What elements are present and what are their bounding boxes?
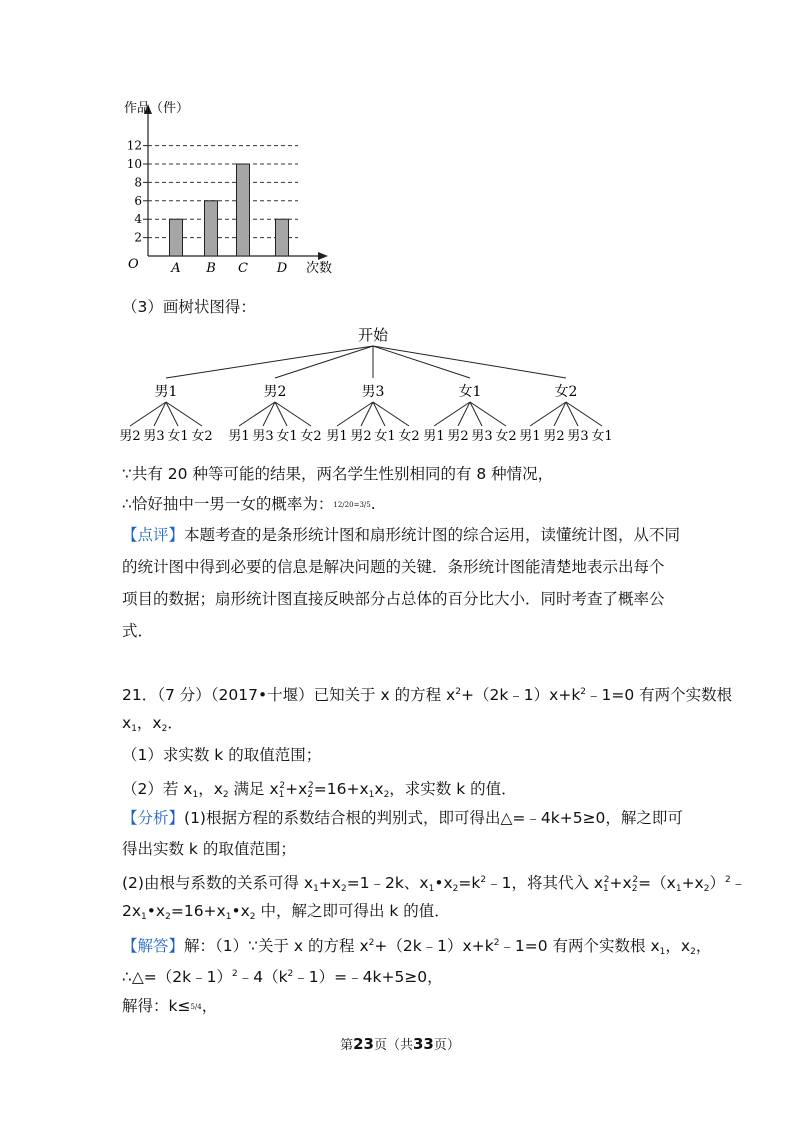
q21-mid: ，x	[136, 714, 162, 732]
sup: 2	[308, 781, 314, 791]
tree-branch	[530, 402, 566, 426]
sub: 1	[368, 790, 375, 800]
tree-root: 开始	[357, 326, 389, 344]
x-tick-label: A	[171, 261, 181, 276]
solution-line-1: ∵共有 20 种等可能的结果，两名学生性别相同的有 8 种情况，	[122, 465, 554, 483]
tree-branch	[373, 346, 470, 378]
equals-sign: =	[353, 501, 360, 509]
sub: 2	[161, 724, 168, 734]
y-tick-label: 10	[126, 157, 142, 171]
t: 解：（1）∵关于 x 的方程 x	[184, 937, 369, 955]
tree-leaf: 女1	[276, 429, 298, 444]
sup: 2	[368, 938, 375, 948]
t: +x	[285, 780, 308, 798]
t: ）	[709, 874, 725, 892]
q21-text-c: ﹣1=0 有两个实数根	[586, 686, 733, 704]
sub: 1	[603, 884, 609, 894]
t: +x	[318, 874, 341, 892]
tree-leaf: 男2	[447, 429, 469, 444]
comment-line-3: 项目的数据；扇形统计图直接反映部分占总体的百分比大小．同时考查了概率公	[122, 590, 665, 608]
sub: 1	[659, 947, 666, 957]
comment-text-1: 本题考查的是条形统计图和扇形统计图的综合运用，读懂统计图，从不同	[184, 526, 681, 544]
t: •x	[434, 874, 453, 892]
bar-chart	[0, 0, 800, 290]
t: 满足 x	[228, 780, 279, 798]
tree-branch	[166, 402, 202, 426]
sub: 2	[383, 790, 390, 800]
tree-leaf: 男3	[471, 429, 493, 444]
fraction-12-20: 12/20	[333, 501, 354, 509]
bar	[170, 219, 183, 256]
sub: 1	[225, 912, 232, 922]
q21-part-2	[122, 775, 517, 806]
bar	[237, 164, 250, 256]
sub: 1	[192, 790, 199, 800]
tree-branch	[166, 346, 373, 378]
t: +（2k﹣1）x+k	[374, 937, 494, 955]
sub: 2	[307, 790, 314, 800]
sub: 1	[675, 884, 682, 894]
tree-branch	[373, 402, 409, 426]
t: +x	[609, 874, 632, 892]
comment-tag: 【点评】	[122, 526, 185, 544]
x-axis-arrow	[318, 252, 328, 260]
t: 2x	[122, 902, 142, 920]
sub: 2	[452, 884, 459, 894]
t: ，x	[665, 937, 691, 955]
tree-branch	[239, 402, 275, 426]
tree-leaf: 男1	[326, 429, 348, 444]
sub: 2	[703, 884, 710, 894]
analysis-line-4	[122, 900, 450, 928]
tree-leaf: 男2	[119, 429, 141, 444]
bar	[205, 201, 218, 256]
tree-leaf: 男3	[143, 429, 165, 444]
y-axis-label: 作品（件）	[124, 101, 190, 116]
t: （2）若 x	[122, 780, 193, 798]
tree-leaf: 男1	[423, 429, 445, 444]
t: •x	[231, 902, 250, 920]
sup: 2	[603, 875, 610, 885]
tree-leaf: 女2	[300, 429, 322, 444]
origin-label: O	[128, 257, 139, 272]
q21-text-b: +（2k﹣1）x+k	[460, 686, 581, 704]
tree-node: 男2	[263, 384, 287, 400]
answer-line-2	[122, 963, 443, 988]
tree-leaf: 男3	[567, 429, 589, 444]
sup: 2	[455, 687, 461, 697]
solution-line-2-prefix: ∴恰好抽中一男一女的概率为：	[122, 495, 334, 513]
answer-line-1	[122, 932, 711, 963]
t: ﹣1=0 有两个实数根 x	[499, 937, 660, 955]
sup: 2	[580, 687, 587, 697]
t: ，求实数 k 的值．	[389, 780, 517, 798]
q21-text-a: 21．（7 分）（2017•十堰）已知关于 x 的方程 x	[122, 686, 456, 704]
sub: 2	[165, 912, 171, 922]
t: ∴△=（2k﹣1）	[122, 968, 232, 986]
tree-leaf: 男1	[519, 429, 541, 444]
sub: 1	[428, 884, 435, 894]
tree-leaf: 女1	[591, 429, 613, 444]
sup: 2	[279, 781, 286, 791]
tree-node: 男1	[154, 384, 178, 400]
solution-line-2	[122, 493, 376, 516]
y-tick-label: 2	[134, 230, 142, 245]
analysis-line-1	[122, 807, 683, 829]
tree-leaf: 女2	[495, 429, 517, 444]
comment-line-4: 式．	[122, 622, 154, 640]
t: ﹣1）=﹣4k+5≥0，	[293, 968, 443, 986]
sub: 2	[631, 884, 638, 894]
page-number: 23	[353, 1035, 374, 1053]
t: =1﹣2k、x	[346, 874, 429, 892]
tree-branch	[275, 346, 373, 378]
tree-node: 男3	[361, 384, 385, 400]
analysis-line-3	[122, 869, 746, 900]
tree-branch	[337, 402, 373, 426]
footer-text: 页）	[433, 1038, 460, 1053]
q21-line-2	[122, 712, 183, 740]
q21-line-1	[122, 681, 732, 706]
page-total: 33	[413, 1035, 434, 1053]
t: x	[374, 780, 384, 798]
sub: 2	[222, 790, 229, 800]
bar	[276, 219, 289, 256]
sub: 1	[313, 884, 319, 894]
t: 解得：k≤	[122, 997, 191, 1015]
tree-leaf: 女2	[398, 429, 420, 444]
x-tick-label: D	[276, 261, 288, 276]
y-tick-label: 12	[126, 138, 142, 153]
tree-branch	[130, 402, 166, 426]
answer-tag: 【解答】	[122, 937, 185, 955]
sub: 2	[249, 912, 256, 922]
answer-line-3	[122, 995, 217, 1018]
tree-branch	[566, 402, 602, 426]
fraction-3-5: 3/5	[359, 501, 371, 509]
solution-line-2-end: .	[370, 495, 376, 513]
tree-branch	[470, 402, 506, 426]
x-axis-label: 次数	[306, 261, 333, 276]
sub: 1	[278, 790, 285, 800]
y-tick-label: 6	[134, 193, 142, 208]
comment-line-2: 的统计图中得到必要的信息是解决问题的关键．条形统计图能清楚地表示出每个	[122, 558, 665, 576]
y-tick-label: 8	[134, 175, 142, 190]
y-tick-label: 4	[134, 212, 142, 227]
t: =（x	[638, 874, 676, 892]
t: +x	[681, 874, 704, 892]
tree-diagram	[0, 320, 800, 445]
analysis-line-2: 得出实数 k 的取值范围；	[122, 840, 296, 858]
tree-leaf: 男3	[252, 429, 274, 444]
footer-text: 页（共	[373, 1038, 413, 1053]
sub: 1	[141, 912, 147, 922]
t: •x	[146, 902, 166, 920]
tree-branch	[275, 402, 311, 426]
x-tick-label: B	[206, 261, 216, 276]
t: 中，解之即可得出 k 的值．	[255, 902, 450, 920]
t: ，	[201, 997, 218, 1015]
tree-leaf: 女1	[374, 429, 396, 444]
part3-label: （3）画树状图得：	[122, 298, 256, 316]
sub: 2	[340, 884, 347, 894]
t: ﹣	[730, 874, 747, 892]
sup: 2	[480, 875, 487, 885]
q21-end: ．	[167, 714, 183, 732]
t: ，x	[198, 780, 223, 798]
t: =k	[458, 874, 481, 892]
fraction-5-4: 5/4	[190, 1003, 202, 1011]
footer-text: 第	[340, 1038, 354, 1053]
t: ﹣1，将其代入 x	[486, 874, 604, 892]
t: ，	[695, 937, 712, 955]
q21-part-1: （1）求实数 k 的取值范围；	[122, 746, 322, 764]
sup: 2	[724, 875, 731, 885]
sup: 2	[287, 969, 294, 979]
tree-leaf: 男2	[350, 429, 372, 444]
sub: 2	[690, 947, 696, 957]
tree-node: 女2	[554, 384, 578, 400]
tree-leaf: 男1	[228, 429, 250, 444]
sup: 2	[231, 969, 238, 979]
tree-node: 女1	[458, 384, 482, 400]
x-tick-label: C	[238, 261, 248, 276]
sup: 2	[632, 875, 639, 885]
sub: 1	[131, 724, 137, 734]
t: =16+x	[170, 902, 226, 920]
t: (2)由根与系数的关系可得 x	[122, 874, 314, 892]
q21-x: x	[122, 714, 132, 732]
tree-branch	[373, 346, 566, 378]
analysis-text-1: (1)根据方程的系数结合根的判别式，即可得出△=﹣4k+5≥0，解之即可	[184, 809, 683, 827]
page-footer	[0, 1034, 800, 1053]
comment-line-1	[122, 524, 680, 546]
tree-leaf: 女1	[167, 429, 189, 444]
sup: 2	[493, 938, 500, 948]
analysis-tag: 【分析】	[122, 809, 185, 827]
tree-leaf: 男2	[543, 429, 565, 444]
t: ﹣4（k	[237, 968, 288, 986]
t: =16+x	[313, 780, 369, 798]
tree-branch	[434, 402, 470, 426]
tree-leaf: 女2	[191, 429, 213, 444]
